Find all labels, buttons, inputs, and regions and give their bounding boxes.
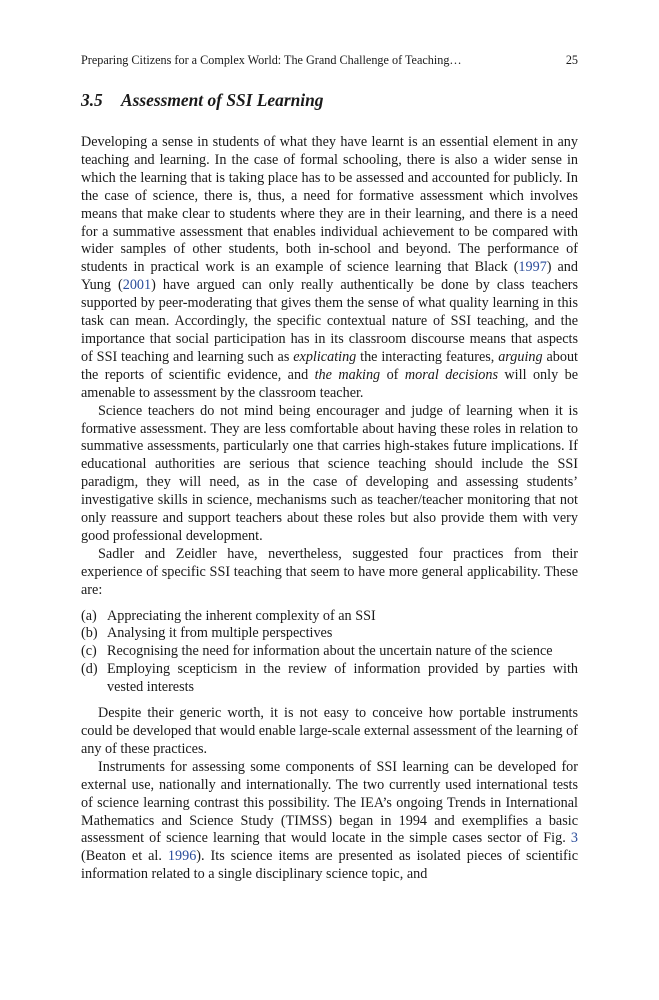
- paragraph-5: [81, 759, 578, 884]
- list-item-label: (c): [81, 643, 97, 660]
- section-heading: [81, 89, 323, 111]
- practices-list: [81, 608, 578, 698]
- p1-em-arguing: arguing: [498, 348, 543, 365]
- list-item: [81, 608, 578, 626]
- p1-text-c: ) have argued can only really authentically be done by class teachers supported by peer-moderating that gives them the sense of what quality learning in this task can mean. Accordingly, the specific contextual nature of SSI teaching, and the importance that social participation has in its classroom discourse means that aspects of SSI teaching and learning such as: [81, 277, 578, 365]
- body-text: [81, 134, 578, 884]
- list-item-text: Employing scepticism in the review of information provided by parties with vested interests: [107, 661, 578, 696]
- paragraph-2: Science teachers do not mind being encourager and judge of learning when it is formative assessment. They are less comfortable about having these roles in relation to summative assessments, particularly one that carries high-stakes future implications. If educational authorities are serious that science teaching should include the SSI paradigm, they will need, as in the case of developing and assessing students’ investigative skills in science, mechanisms such as teacher/teacher monitoring that not only reassure and support teachers about these roles but also provide them with very good professional development.: [81, 402, 578, 544]
- section-title: Assessment of SSI Learning: [121, 90, 324, 110]
- p1-em-the-making: the making: [314, 366, 381, 383]
- list-item: [81, 643, 578, 661]
- list-item-label: (d): [81, 661, 98, 678]
- page-number: 25: [565, 53, 578, 67]
- p5-text-b: (Beaton et al.: [81, 848, 168, 865]
- list-item: [81, 625, 578, 643]
- p1-text-e: about the reports of scientific evidence, and: [81, 348, 578, 383]
- p1-text-f: of: [380, 366, 405, 383]
- list-item-text: Appreciating the inherent complexity of an SSI: [107, 607, 376, 624]
- paragraph-4: Despite their generic worth, it is not easy to conceive how portable instruments could be developed that would enable large-scale external assessment of the learning of any of these practices.: [81, 705, 578, 757]
- citation-link-beaton-1996[interactable]: 1996: [167, 848, 197, 865]
- paragraph-3: Sadler and Zeidler have, nevertheless, suggested four practices from their experience of specific SSI teaching that seem to have more general applicability. These are:: [81, 545, 578, 598]
- p1-text-d: the interacting features,: [356, 348, 499, 365]
- list-item-label: (b): [81, 625, 98, 642]
- paragraph-1: [81, 134, 578, 403]
- list-item-text: Analysing it from multiple perspectives: [107, 625, 333, 642]
- p1-text-a: Developing a sense in students of what they have learnt is an essential element in any teaching and learning. In the case of formal schooling, there is also a wider sense in which the learning that is taking place has to be assessed and accounted for publicly. In the case of science, there is, thus, a need for formative assessment which involves means that make clear to students where they are in their learning, and there is a need for a summative assessment that enables individual achievement to be compared with wider samples of other students, both in-school and beyond. The performance of students in practical work is an example of science learning that Black (: [81, 134, 578, 276]
- list-item-label: (a): [81, 607, 97, 624]
- citation-link-yung-2001[interactable]: 2001: [122, 277, 152, 294]
- section-number: 3.5: [81, 90, 103, 110]
- p1-em-explicating: explicating: [293, 348, 357, 365]
- p1-em-moral-decisions: moral decisions: [404, 366, 498, 383]
- p5-text-a: Instruments for assessing some components of SSI learning can be developed for external use, nationally and internationally. The two currently used international tests of science learning contrast this possibility. The IEA’s ongoing Trends in International Mathematics and Science Study (TIMSS) began in 1994 and exemplifies a basic assessment of science learning that would locate in the simple cases sector of Fig.: [81, 758, 578, 847]
- figure-link-3[interactable]: 3: [570, 830, 578, 847]
- running-head-title: Preparing Citizens for a Complex World: The Grand Challenge of Teaching…: [81, 53, 462, 67]
- list-item-text: Recognising the need for information about the uncertain nature of the science: [107, 643, 553, 660]
- p5-text-c: ). Its science items are presented as isolated pieces of scientific information related to a single disciplinary science topic, and: [81, 848, 578, 883]
- list-item: [81, 661, 578, 697]
- citation-link-black-1997[interactable]: 1997: [518, 259, 547, 276]
- p1-text-b: ) and Yung (: [81, 259, 578, 294]
- p1-text-g: will only be amenable to assessment by the classroom teacher.: [81, 366, 578, 401]
